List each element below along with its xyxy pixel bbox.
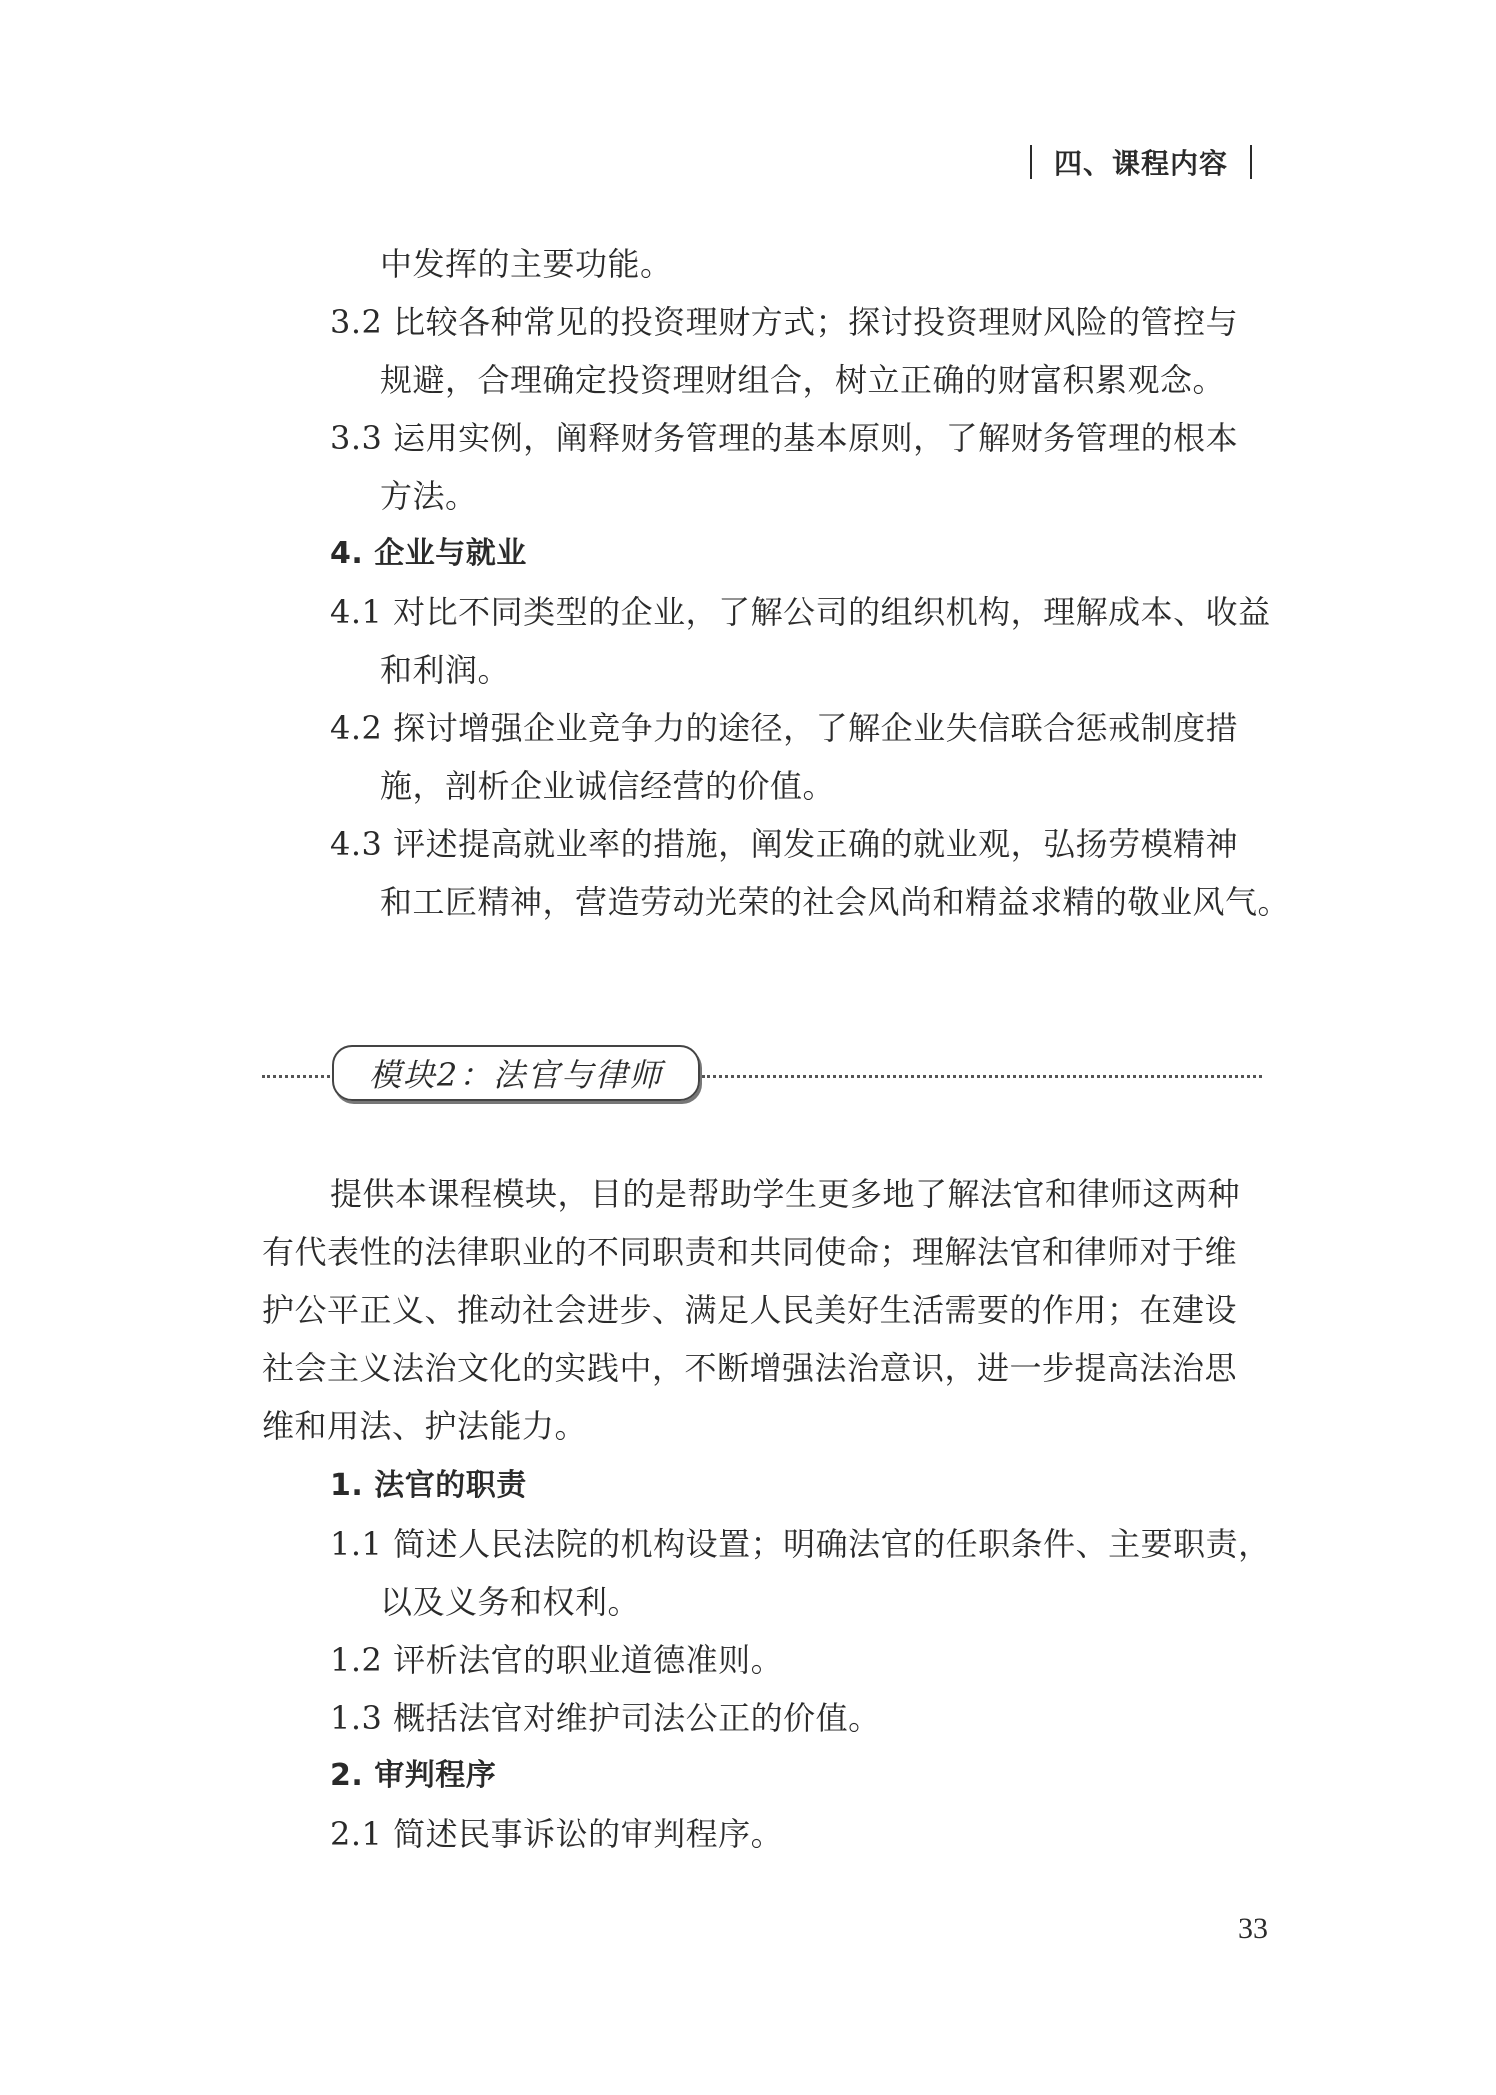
list-item: 1.2 评析法官的职业道德准则。: [330, 1641, 784, 1679]
paragraph-line: 维和用法、护法能力。: [262, 1407, 588, 1445]
section-heading: 4. 企业与就业: [330, 536, 527, 571]
text-line: 和利润。: [380, 651, 511, 689]
list-item: 4.1 对比不同类型的企业，了解公司的组织机构，理解成本、收益: [330, 593, 1271, 631]
header-bar-left: [1030, 145, 1032, 179]
text-line: 以及义务和权利。: [380, 1583, 641, 1621]
page-number: 33: [1238, 1912, 1268, 1945]
text-line: 规避，合理确定投资理财组合，树立正确的财富积累观念。: [380, 361, 1226, 399]
paragraph-line: 提供本课程模块，目的是帮助学生更多地了解法官和律师这两种: [330, 1175, 1241, 1213]
module-heading: [262, 1045, 1262, 1105]
module-title-box: [332, 1045, 700, 1101]
running-header: [1008, 142, 1274, 182]
paragraph-line: 护公平正义、推动社会进步、满足人民美好生活需要的作用；在建设: [262, 1291, 1238, 1329]
list-item: 3.2 比较各种常见的投资理财方式；探讨投资理财风险的管控与: [330, 303, 1239, 341]
dotted-rule-right: [702, 1075, 1262, 1078]
list-item: 4.3 评述提高就业率的措施，阐发正确的就业观，弘扬劳模精神: [330, 825, 1239, 863]
dotted-rule-left: [262, 1075, 330, 1078]
section-heading: 2. 审判程序: [330, 1758, 497, 1793]
paragraph-line: 有代表性的法律职业的不同职责和共同使命；理解法官和律师对于维: [262, 1233, 1238, 1271]
module-title: 模块2：法官与律师: [368, 1056, 664, 1094]
text-line: 方法。: [380, 477, 478, 515]
paragraph-line: 社会主义法治文化的实践中，不断增强法治意识，进一步提高法治思: [262, 1349, 1238, 1387]
list-item: 1.1 简述人民法院的机构设置；明确法官的任职条件、主要职责，: [330, 1525, 1271, 1563]
list-item: 1.3 概括法官对维护司法公正的价值。: [330, 1699, 881, 1737]
list-item: 2.1 简述民事诉讼的审判程序。: [330, 1815, 784, 1853]
list-item: 3.3 运用实例，阐释财务管理的基本原则，了解财务管理的根本: [330, 419, 1239, 457]
text-line: 施，剖析企业诚信经营的价值。: [380, 767, 836, 805]
text-line: 和工匠精神，营造劳动光荣的社会风尚和精益求精的敬业风气。: [380, 883, 1291, 921]
header-section-title: 四、课程内容: [1053, 147, 1228, 180]
section-heading: 1. 法官的职责: [330, 1468, 527, 1503]
header-bar-right: [1250, 145, 1252, 179]
list-item: 4.2 探讨增强企业竞争力的途径，了解企业失信联合惩戒制度措: [330, 709, 1239, 747]
text-line: 中发挥的主要功能。: [380, 245, 673, 283]
